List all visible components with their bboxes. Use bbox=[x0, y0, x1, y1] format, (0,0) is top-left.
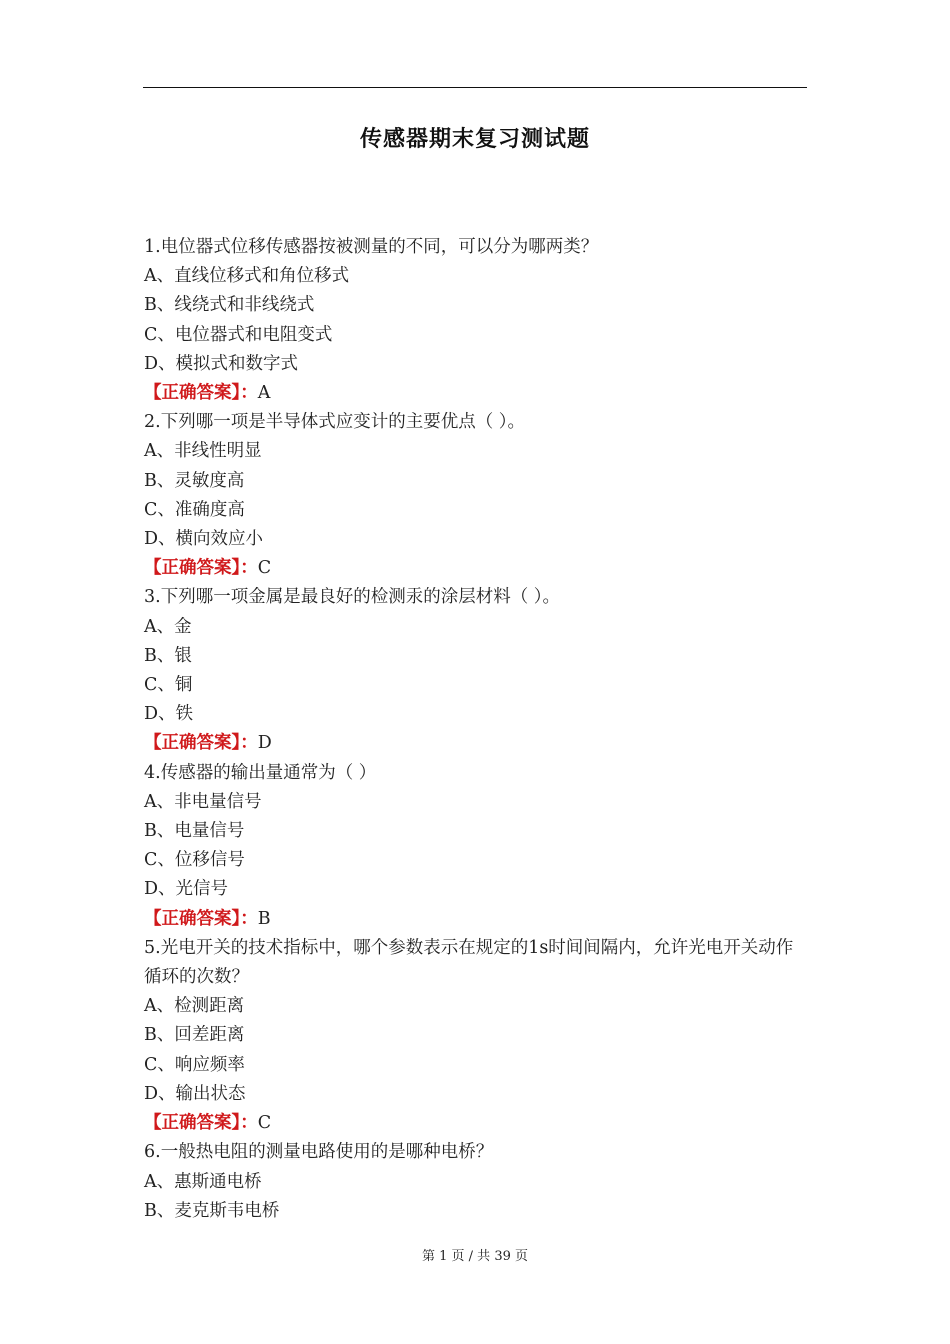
answer-line bbox=[144, 905, 808, 934]
question-list bbox=[144, 233, 808, 1226]
question-stem: 4.传感器的输出量通常为（ ） bbox=[144, 762, 377, 783]
answer-line bbox=[144, 1109, 808, 1138]
page-title: 传感器期末复习测试题 bbox=[359, 127, 590, 152]
question-stem: 6.一般热电阻的测量电路使用的是哪种电桥？ bbox=[144, 1142, 494, 1163]
answer-label: 【正确答案】： bbox=[144, 383, 258, 404]
option-c: C、准确度高 bbox=[144, 499, 245, 520]
answer-line bbox=[144, 554, 808, 583]
option-b: B、回差距离 bbox=[144, 1025, 245, 1046]
answer-value: C bbox=[257, 1113, 272, 1134]
question-stem: 2.下列哪一项是半导体式应变计的主要优点（ ）。 bbox=[144, 412, 526, 433]
question-stem: 3.下列哪一项金属是最良好的检测汞的涂层材料（ ）。 bbox=[144, 587, 561, 608]
header-rule bbox=[143, 87, 807, 88]
option-c: C、位移信号 bbox=[144, 850, 245, 871]
answer-value: A bbox=[257, 383, 271, 404]
option-b: B、银 bbox=[144, 645, 192, 666]
option-a: A、检测距离 bbox=[144, 996, 245, 1017]
answer-line bbox=[144, 729, 808, 758]
answer-value: D bbox=[257, 733, 272, 754]
option-b: B、灵敏度高 bbox=[144, 470, 245, 491]
option-c: C、铜 bbox=[144, 675, 193, 696]
answer-line bbox=[144, 379, 808, 408]
question-stem: 1.电位器式位移传感器按被测量的不同，可以分为哪两类？ bbox=[144, 237, 599, 257]
option-a: A、非电量信号 bbox=[144, 791, 262, 812]
option-d: D、输出状态 bbox=[144, 1083, 246, 1104]
question-4 bbox=[144, 759, 808, 934]
page-footer: 第 1 页 / 共 39 页 bbox=[422, 1249, 528, 1264]
option-c: C、响应频率 bbox=[144, 1054, 245, 1075]
option-a: A、直线位移式和角位移式 bbox=[144, 266, 350, 287]
option-d: D、铁 bbox=[144, 704, 194, 725]
question-5 bbox=[144, 934, 808, 1138]
answer-label: 【正确答案】： bbox=[144, 1113, 258, 1134]
option-b: B、电量信号 bbox=[144, 821, 245, 842]
answer-value: C bbox=[257, 558, 272, 579]
answer-value: B bbox=[257, 908, 271, 929]
question-stem: 5.光电开关的技术指标中，哪个参数表示在规定的1s时间间隔内，允许光电开关动作循环的次数？ bbox=[144, 937, 794, 988]
option-d: D、横向效应小 bbox=[144, 529, 264, 550]
option-a: A、金 bbox=[144, 616, 192, 637]
option-a: A、非线性明显 bbox=[144, 441, 262, 462]
option-a: A、惠斯通电桥 bbox=[144, 1171, 262, 1192]
question-6 bbox=[144, 1138, 808, 1226]
question-1 bbox=[144, 233, 808, 408]
option-d: D、光信号 bbox=[144, 879, 229, 900]
option-b: B、线绕式和非线绕式 bbox=[144, 295, 315, 316]
answer-label: 【正确答案】： bbox=[144, 908, 258, 929]
option-c: C、电位器式和电阻变式 bbox=[144, 324, 333, 345]
question-3 bbox=[144, 583, 808, 758]
question-2 bbox=[144, 408, 808, 583]
answer-label: 【正确答案】： bbox=[144, 558, 258, 579]
answer-label: 【正确答案】： bbox=[144, 733, 258, 754]
option-b: B、麦克斯韦电桥 bbox=[144, 1200, 280, 1221]
option-d: D、模拟式和数字式 bbox=[144, 353, 299, 374]
